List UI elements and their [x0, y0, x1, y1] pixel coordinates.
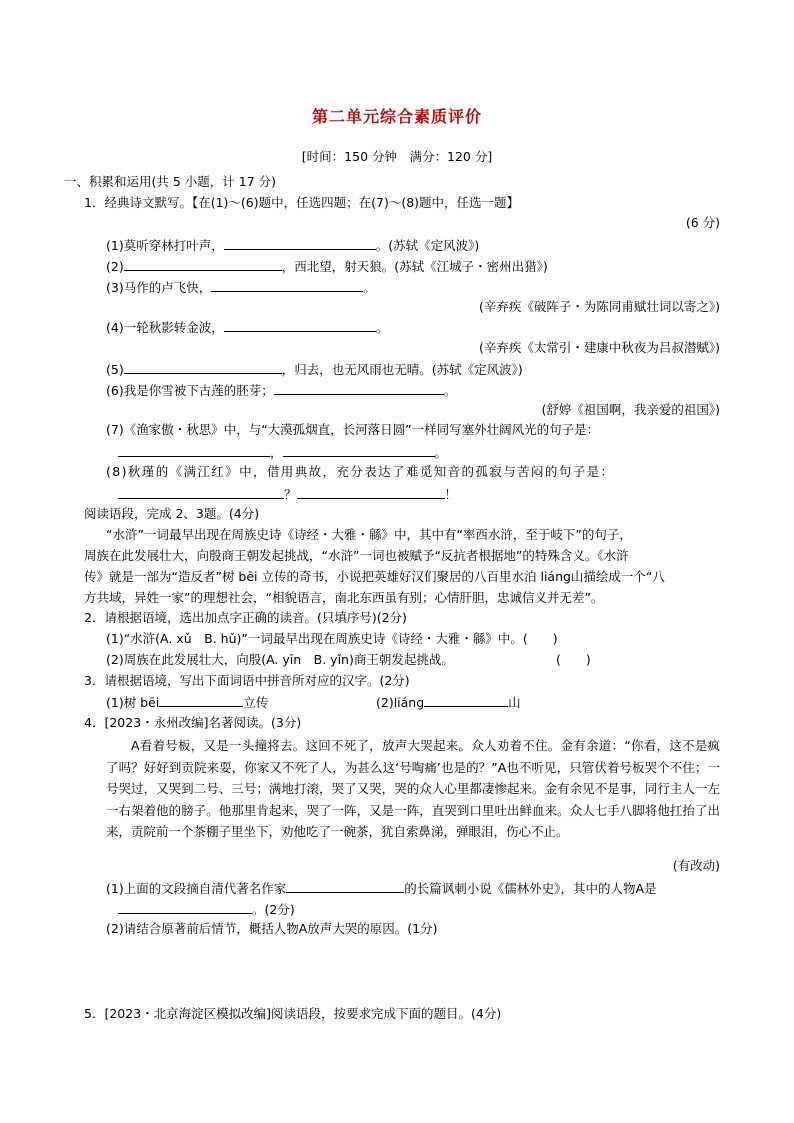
passage-line: 周族在此发展壮大，向殷商王朝发起挑战，“水浒”一词也被赋予“反抗者根据地”的特殊含义。《水浒 — [84, 548, 629, 563]
answer-blank[interactable] — [424, 693, 508, 707]
answer-blank[interactable] — [124, 257, 282, 271]
q4-stem: 4．[2023・永州改编]名著阅读。(3分) — [84, 715, 302, 730]
q1-item-7-answer: ， 。 — [118, 443, 447, 462]
q1-item-4-source: (辛弃疾《太常引・建康中秋夜为吕叔潜赋》) — [478, 340, 720, 355]
answer-blank[interactable] — [224, 318, 376, 332]
q1-item-8: (8)秋瑾的《满江红》中，借用典故，充分表达了难觅知音的孤寂与苦闷的句子是： — [106, 464, 615, 479]
q1-item-7: (7)《渔家傲・秋思》中，与“大漠孤烟直，长河落日圆”一样同写塞外壮阔风光的句子是： — [106, 422, 600, 437]
q4-a: (1)上面的文段摘自清代著名作家 的长篇讽刺小说《儒林外史》，其中的人物A是 — [106, 881, 657, 896]
answer-blank[interactable] — [118, 443, 270, 457]
q2-b[interactable]: (2)周族在此发展壮大，向殷(A. yīn B. yǐn)商王朝发起挑战。 — [106, 652, 454, 667]
q1-item-2: (2) ，西北望，射天狼。(苏轼《江城子・密州出猎》) — [106, 259, 548, 274]
q5-stem: 5．[2023・北京海淀区模拟改编]阅读语段，按要求完成下面的题目。(4分) — [84, 1006, 502, 1021]
q3-a: (1)树 bēi 立传 — [106, 695, 269, 710]
q1-item-6: (6)我是你雪被下古莲的胚芽； 。 — [106, 383, 457, 398]
answer-blank[interactable] — [297, 485, 445, 499]
answer-blank[interactable] — [274, 381, 444, 395]
answer-blank[interactable] — [118, 485, 284, 499]
q1-score: (6 分) — [685, 215, 720, 230]
passage-line: “水浒”一词最早出现在周族史诗《诗经・大雅・緜》中，其中有“率西水浒，至于岐下”的句子， — [106, 527, 632, 542]
answer-blank[interactable] — [224, 236, 376, 250]
section-heading: 一、积累和运用(共 5 小题，计 17 分) — [64, 174, 277, 189]
q1-item-1: (1)莫听穿林打叶声， 。(苏轼《定风波》) — [106, 238, 480, 253]
answer-blank[interactable] — [124, 360, 282, 374]
answer-blank[interactable] — [159, 693, 243, 707]
q1-item-3-source: (辛弃疾《破阵子・为陈同甫赋壮词以寄之》) — [478, 299, 720, 314]
q4-note: (有改动) — [672, 858, 720, 873]
passage-line: 传》就是一部为“造反者”树 bēi 立传的奇书，小说把英雄好汉们聚居的八百里水泊 liáng山描绘成一个“八 — [84, 569, 665, 584]
q2-a[interactable]: (1)“水浒(A. xǔ B. hǔ)”一词最早出现在周族史诗《诗经・大雅・緜》中。( ) — [106, 631, 558, 646]
q4-a-cont: 。(2分) — [118, 900, 295, 919]
exam-info: [时间：150 分钟 满分：120 分] — [301, 149, 493, 164]
answer-blank[interactable] — [286, 879, 404, 893]
answer-blank[interactable] — [211, 278, 363, 292]
q4-b: (2)请结合原著前后情节，概括人物A放声大哭的原因。(1分) — [106, 921, 438, 936]
answer-blank[interactable] — [283, 443, 435, 457]
q3-b: (2)liáng 山 — [376, 695, 521, 710]
reading-intro: 阅读语段，完成 2、3题。(4分) — [84, 506, 260, 521]
q4-passage: A看着号板，又是一头撞将去。这回不死了，放声大哭起来。众人劝着不住。金有余道：“你看，这不是疯了吗？好好到贡院来耍，你家又不死了人，为甚么这‘号啕痛’也是的？”A也不听见，只管伏着号板哭个不住；一号哭过，又哭到二号、三号；满地打滚，哭了又哭，哭的众人心里都凄惨起来。金有余见不是事，同行主人一左一右架着他的膀子。他那里肯起来，哭了一阵，又是一阵，直哭到口里吐出鲜血来。众人七手八脚将他扛抬了出来，贡院前一个茶棚子里坐下，劝他吃了一碗茶，犹自索鼻涕，弹眼泪，伤心不止。 — [106, 738, 720, 839]
q1-item-8-answer: ？ ！ — [118, 485, 457, 504]
q1-stem: 1．经典诗文默写。【在(1)～(6)题中，任选四题；在(7)～(8)题中，任选一题】 — [84, 195, 520, 210]
q1-item-6-source: (舒婷《祖国啊，我亲爱的祖国》) — [541, 402, 720, 417]
q1-item-5: (5) ，归去，也无风雨也无晴。(苏轼《定风波》) — [106, 362, 523, 377]
passage-line: 方共域，异姓一家”的理想社会，“相貌语言，南北东西虽有别；心情肝胆，忠诚信义并无差”。 — [84, 590, 604, 605]
q3-stem: 3．请根据语境，写出下面词语中拼音所对应的汉字。(2分) — [84, 673, 410, 688]
q2-b-answer-paren[interactable]: ( ) — [556, 652, 591, 667]
q1-item-4: (4)一轮秋影转金波， 。 — [106, 320, 389, 335]
answer-blank[interactable] — [118, 900, 252, 914]
page-title: 第二单元综合素质评价 — [311, 107, 482, 126]
q1-item-3: (3)马作的卢飞快， 。 — [106, 280, 376, 295]
q2-stem: 2．请根据语境，选出加点字正确的读音。(只填序号)(2分) — [84, 610, 407, 625]
